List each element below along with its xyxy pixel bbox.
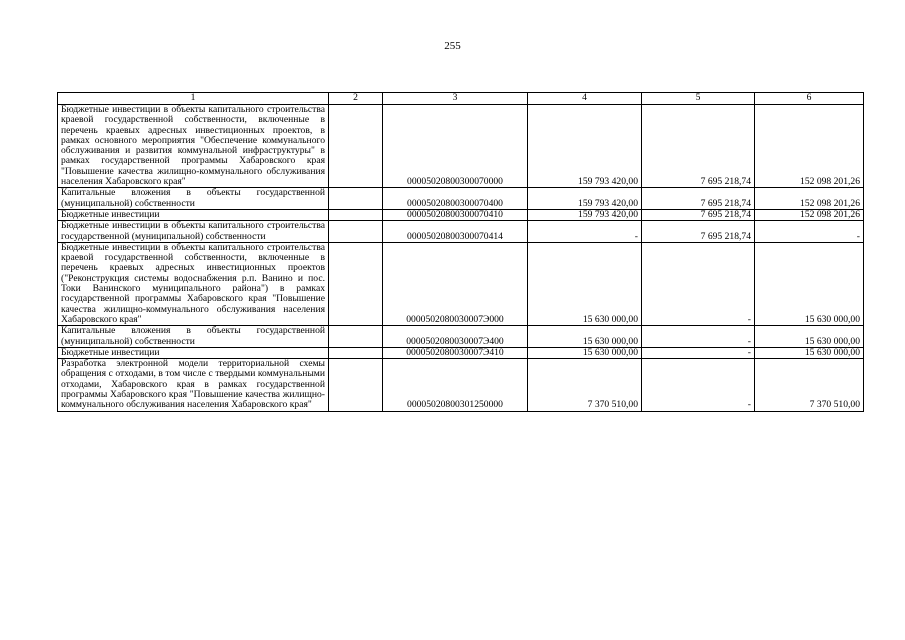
column-header: 1 xyxy=(58,93,329,105)
row-code: 00005020800300070400 xyxy=(383,188,528,210)
row-amount-col4: 15 630 000,00 xyxy=(528,326,642,348)
table-row xyxy=(58,188,864,210)
row-amount-col6: - xyxy=(755,221,864,243)
row-amount-col6: 7 370 510,00 xyxy=(755,359,864,411)
row-description: Бюджетные инвестиции в объекты капитального строительства краевой государственной собственности, включенные в перечень краевых адресных инвестиционных проектов ("Реконструкция системы водоснабжения р.п. Ванино и пос. Токи Ванинского муниципального района") в рамках государственной программы Хабаровского края "Повышение качества жилищно-коммунального обслуживания населения Хабаровского края" xyxy=(58,242,329,325)
row-amount-col5: 7 695 218,74 xyxy=(642,105,755,188)
table-row xyxy=(58,221,864,243)
row-amount-col4: 15 630 000,00 xyxy=(528,242,642,325)
row-col2 xyxy=(329,105,383,188)
table-row xyxy=(58,242,864,325)
row-description: Бюджетные инвестиции xyxy=(58,347,329,358)
row-description: Разработка электронной модели территориальной схемы обращения с отходами, в том числе с твердыми коммунальными отходами, Хабаровского края в рамках государственной программы Хабаровского края "Повышение качества жилищно-коммунального обслуживания населения Хабаровского края" xyxy=(58,359,329,411)
row-amount-col6: 15 630 000,00 xyxy=(755,326,864,348)
row-description: Бюджетные инвестиции xyxy=(58,209,329,220)
row-col2 xyxy=(329,347,383,358)
table-header-row xyxy=(58,93,864,105)
row-amount-col4: - xyxy=(528,221,642,243)
row-amount-col5: 7 695 218,74 xyxy=(642,221,755,243)
row-description: Капитальные вложения в объекты государственной (муниципальной) собственности xyxy=(58,188,329,210)
row-amount-col6: 152 098 201,26 xyxy=(755,188,864,210)
table-row xyxy=(58,359,864,411)
row-amount-col5: 7 695 218,74 xyxy=(642,209,755,220)
row-col2 xyxy=(329,209,383,220)
row-amount-col5: - xyxy=(642,347,755,358)
row-description: Капитальные вложения в объекты государственной (муниципальной) собственности xyxy=(58,326,329,348)
row-amount-col5: 7 695 218,74 xyxy=(642,188,755,210)
row-description: Бюджетные инвестиции в объекты капитального строительства краевой государственной собственности, включенные в перечень краевых адресных инвестиционных проектов, в рамках основного мероприятия "Обеспечение коммунального обслуживания и развития коммунальной инфраструктуры" в рамках государственной программы Хабаровского края "Повышение качества жилищно-коммунального обслуживания населения Хабаровского края" xyxy=(58,105,329,188)
row-amount-col4: 159 793 420,00 xyxy=(528,188,642,210)
row-amount-col4: 7 370 510,00 xyxy=(528,359,642,411)
row-code: 00005020800300070000 xyxy=(383,105,528,188)
row-col2 xyxy=(329,359,383,411)
column-header: 6 xyxy=(755,93,864,105)
row-amount-col5: - xyxy=(642,326,755,348)
row-amount-col4: 159 793 420,00 xyxy=(528,209,642,220)
column-header: 5 xyxy=(642,93,755,105)
column-header: 4 xyxy=(528,93,642,105)
row-code: 0000502080030007Э410 xyxy=(383,347,528,358)
row-code: 0000502080030007Э000 xyxy=(383,242,528,325)
row-code: 00005020800300070414 xyxy=(383,221,528,243)
table-row xyxy=(58,105,864,188)
row-amount-col6: 152 098 201,26 xyxy=(755,209,864,220)
row-amount-col6: 152 098 201,26 xyxy=(755,105,864,188)
row-col2 xyxy=(329,221,383,243)
column-header: 2 xyxy=(329,93,383,105)
row-col2 xyxy=(329,326,383,348)
row-amount-col4: 159 793 420,00 xyxy=(528,105,642,188)
budget-table xyxy=(57,92,864,412)
table-row xyxy=(58,209,864,220)
row-amount-col4: 15 630 000,00 xyxy=(528,347,642,358)
row-amount-col5: - xyxy=(642,359,755,411)
row-amount-col6: 15 630 000,00 xyxy=(755,347,864,358)
row-amount-col6: 15 630 000,00 xyxy=(755,242,864,325)
column-header: 3 xyxy=(383,93,528,105)
row-description: Бюджетные инвестиции в объекты капитального строительства государственной (муниципальной) собственности xyxy=(58,221,329,243)
row-code: 0000502080030007Э400 xyxy=(383,326,528,348)
row-col2 xyxy=(329,242,383,325)
table-row xyxy=(58,347,864,358)
row-code: 00005020800301250000 xyxy=(383,359,528,411)
row-col2 xyxy=(329,188,383,210)
row-code: 00005020800300070410 xyxy=(383,209,528,220)
table-row xyxy=(58,326,864,348)
page-number: 255 xyxy=(444,40,461,52)
row-amount-col5: - xyxy=(642,242,755,325)
